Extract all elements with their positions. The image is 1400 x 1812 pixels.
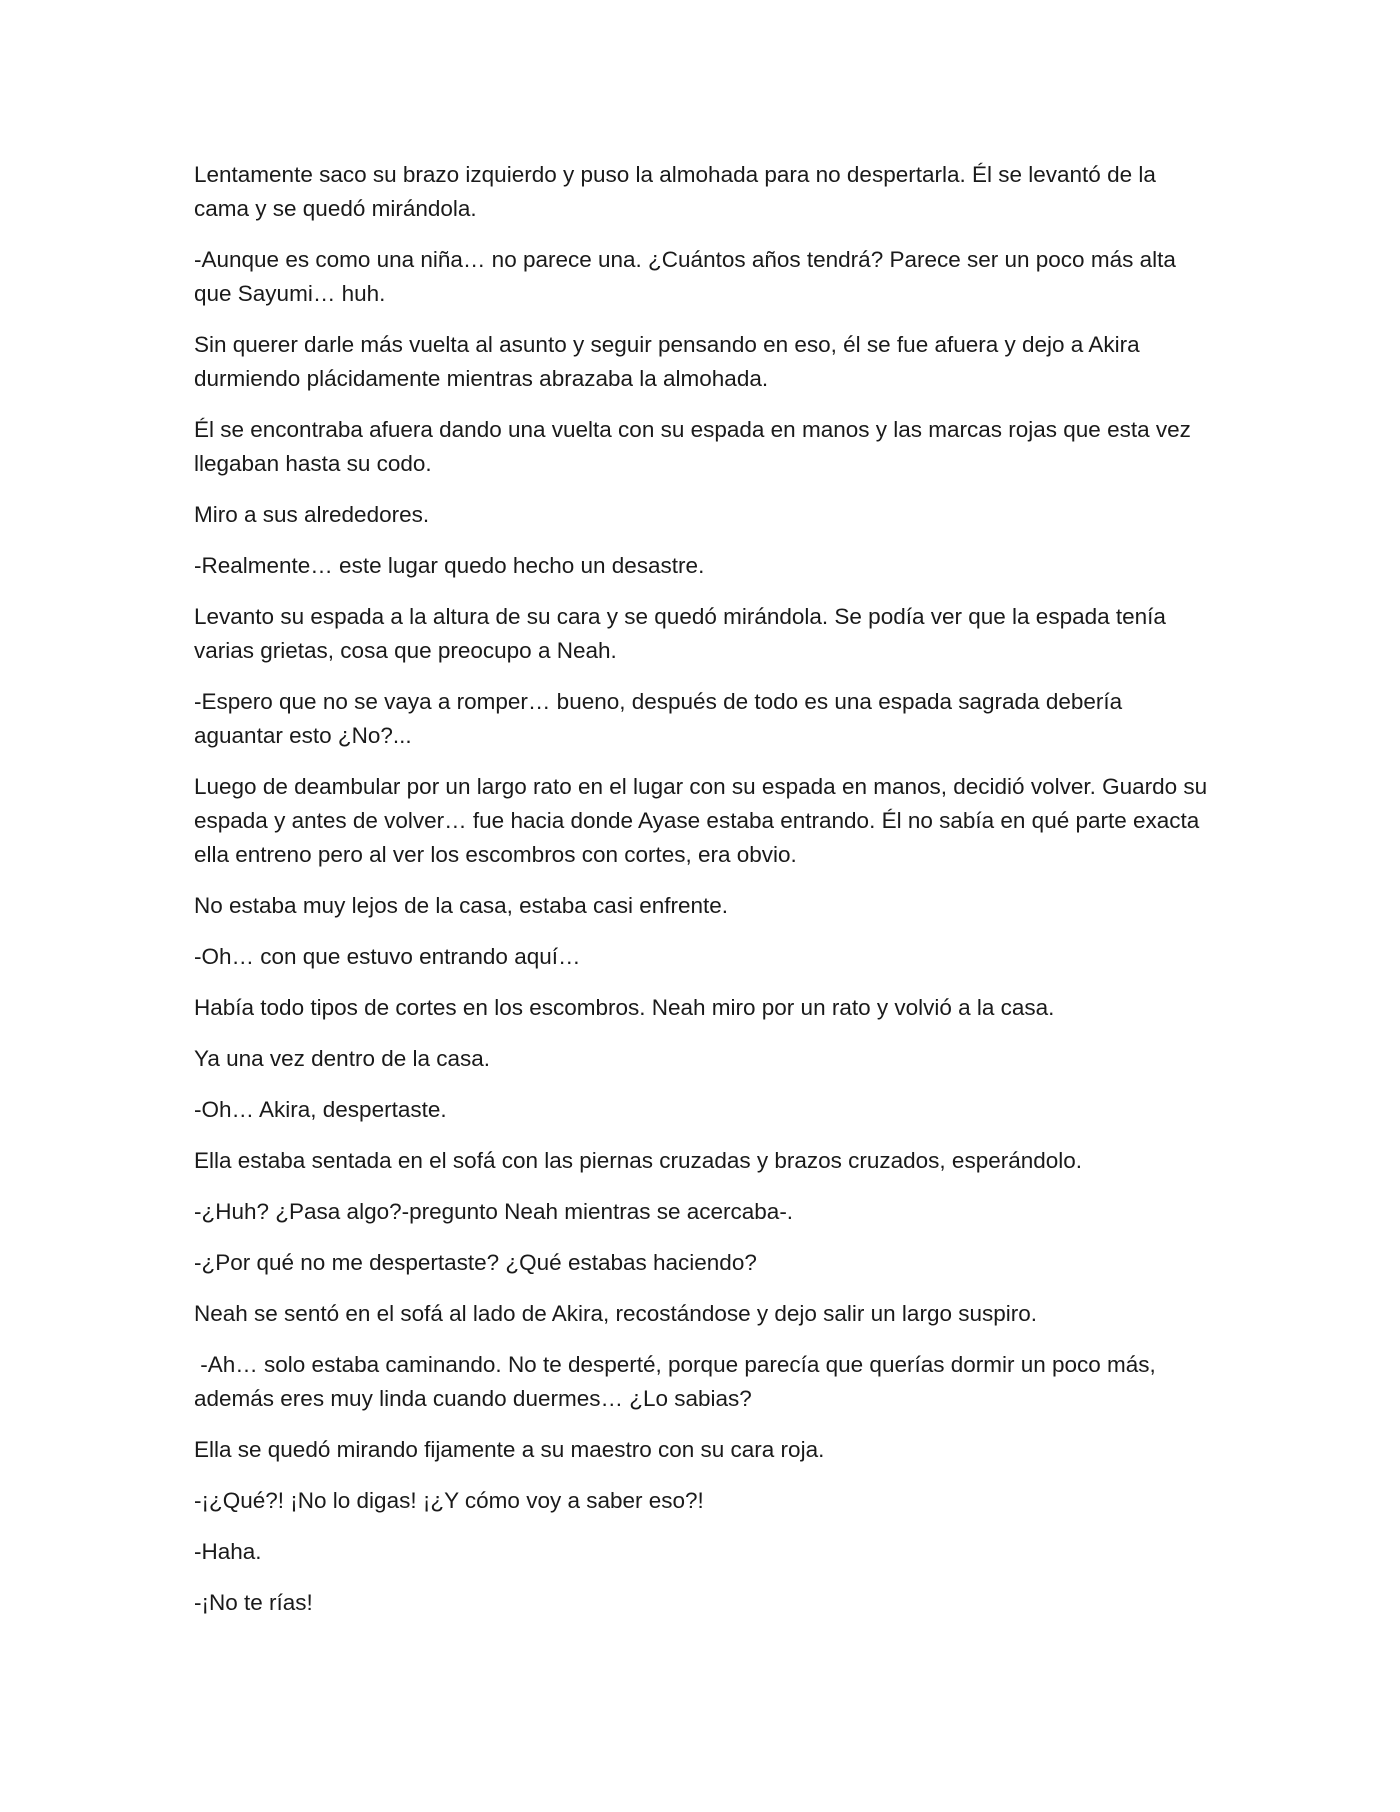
paragraph: -¿Por qué no me despertaste? ¿Qué estabas haciendo? bbox=[194, 1250, 757, 1275]
document-body bbox=[194, 158, 1214, 1637]
paragraph: -Oh… con que estuvo entrando aquí… bbox=[194, 944, 581, 969]
paragraph: Ya una vez dentro de la casa. bbox=[194, 1046, 491, 1071]
paragraph: Ella se quedó mirando fijamente a su maestro con su cara roja. bbox=[194, 1437, 825, 1462]
paragraph: Había todo tipos de cortes en los escombros. Neah miro por un rato y volvió a la casa. bbox=[194, 995, 1055, 1020]
paragraph: -Realmente… este lugar quedo hecho un desastre. bbox=[194, 553, 705, 578]
paragraph: Lentamente saco su brazo izquierdo y puso la almohada para no despertarla. Él se levantó de la cama y se quedó mirándola. bbox=[194, 162, 1163, 221]
paragraph: Neah se sentó en el sofá al lado de Akira, recostándose y dejo salir un largo suspiro. bbox=[194, 1301, 1038, 1326]
paragraph: No estaba muy lejos de la casa, estaba casi enfrente. bbox=[194, 893, 729, 918]
paragraph: Sin querer darle más vuelta al asunto y seguir pensando en eso, él se fue afuera y dejo a Akira durmiendo plácidamente mientras abrazaba la almohada. bbox=[194, 332, 1146, 391]
paragraph: Ella estaba sentada en el sofá con las piernas cruzadas y brazos cruzados, esperándolo. bbox=[194, 1148, 1083, 1173]
paragraph: -Oh… Akira, despertaste. bbox=[194, 1097, 447, 1122]
paragraph: -Aunque es como una niña… no parece una. ¿Cuántos años tendrá? Parece ser un poco más alta que Sayumi… huh. bbox=[194, 247, 1183, 306]
paragraph: -¿Huh? ¿Pasa algo?-pregunto Neah mientras se acercaba-. bbox=[194, 1199, 794, 1224]
paragraph: -Haha. bbox=[194, 1539, 262, 1564]
paragraph: -Espero que no se vaya a romper… bueno, después de todo es una espada sagrada debería aguantar esto ¿No?... bbox=[194, 689, 1129, 748]
paragraph: -Ah… solo estaba caminando. No te desperté, porque parecía que querías dormir un poco más, además eres muy linda cuando duermes… ¿Lo sabias? bbox=[194, 1352, 1163, 1411]
paragraph: Miro a sus alrededores. bbox=[194, 502, 430, 527]
paragraph: Levanto su espada a la altura de su cara y se quedó mirándola. Se podía ver que la espada tenía varias grietas, cosa que preocupo a Neah. bbox=[194, 604, 1173, 663]
paragraph: -¡No te rías! bbox=[194, 1590, 313, 1615]
paragraph: -¡¿Qué?! ¡No lo digas! ¡¿Y cómo voy a saber eso?! bbox=[194, 1488, 704, 1513]
paragraph: Luego de deambular por un largo rato en el lugar con su espada en manos, decidió volver. Guardo su espada y antes de volver… fue hacia donde Ayase estaba entrando. Él no sabía en qué parte exacta ella entreno pero al ver los escombros con cortes, era obvio. bbox=[194, 774, 1214, 867]
paragraph: Él se encontraba afuera dando una vuelta con su espada en manos y las marcas rojas que esta vez llegaban hasta su codo. bbox=[194, 417, 1198, 476]
